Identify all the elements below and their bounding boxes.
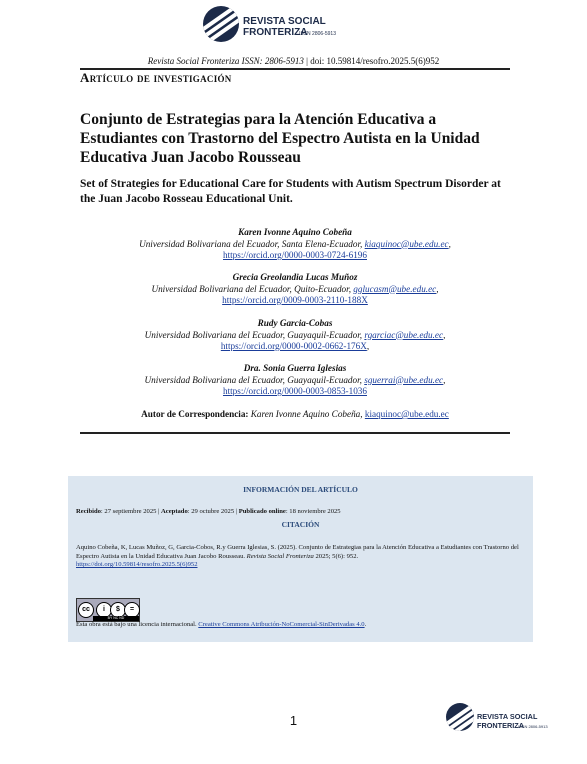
punctuation: ,: [366, 341, 370, 351]
published-label: Publicado online: [238, 508, 286, 515]
author-affiliation: Universidad Bolivariana del Ecuador, Quito-Ecuador,: [151, 283, 354, 294]
author-name: Grecia Greolandia Lucas Muñoz: [232, 272, 358, 282]
article-info-heading: INFORMACIÓN DEL ARTÍCULO: [243, 485, 358, 494]
journal-issn: Revista Social Fronteriza ISSN: 2806-5913: [147, 56, 304, 66]
author-block: [80, 227, 510, 262]
logo-issn: ISSN 2806-5913: [299, 31, 336, 37]
author-name: Dra. Sonia Guerra Iglesias: [243, 363, 347, 373]
article-title-en: Set of Strategies for Educational Care for Students with Autism Spectrum Disorder at the Juan Jacobo Rosseau Educational Unit.: [80, 178, 501, 205]
license-line: [76, 621, 531, 628]
author-orcid-link[interactable]: https://orcid.org/0000-0003-0853-1036: [222, 386, 367, 396]
author-orcid-link[interactable]: https://orcid.org/0000-0003-0724-6196: [222, 250, 367, 260]
page-number: 1: [289, 713, 298, 728]
section-rule: [80, 432, 510, 434]
article-doi: | doi: 10.59814/resofro.2025.5(6)952: [303, 56, 440, 66]
received-label: Recibido: [76, 508, 101, 515]
cc-icon: cc: [78, 602, 94, 618]
author-affiliation: Universidad Bolivariana del Ecuador, Guayaquil-Ecuador,: [144, 329, 365, 340]
correspondence-email-link[interactable]: kiaquinoc@ube.edu.ec: [364, 409, 449, 419]
citation-body: Aquino Cobeña, K, Lucas Muñoz, G, Garcia-Cobos, R.y Guerra Iglesias, S. (2025). Conjunto de Estrategias para la Atención Educativa a Estudiantes con Trastorno del Espectro Autista en la Unidad Educativa Juan Jacobo Rousseau.: [76, 544, 519, 560]
author-block: [80, 363, 510, 398]
nc-icon: $: [110, 602, 126, 618]
citation-text: [76, 544, 526, 570]
author-affiliation: Universidad Bolivariana del Ecuador, Santa Elena-Ecuador,: [139, 238, 365, 249]
journal-citation-line: [0, 56, 587, 66]
cc-license-badge[interactable]: [76, 598, 140, 622]
article-dates: [76, 508, 531, 515]
accepted-date: : 29 octubre 2025 |: [187, 508, 239, 515]
citation-heading: CITACIÓN: [281, 520, 320, 529]
author-orcid-link[interactable]: https://orcid.org/0000-0002-0662-176X: [220, 341, 367, 351]
logo-title: REVISTA SOCIAL FRONTERIZA: [477, 712, 538, 730]
by-icon: i: [96, 602, 112, 618]
journal-logo-top: [203, 4, 383, 44]
logo-title: REVISTA SOCIAL FRONTERIZA: [243, 16, 326, 38]
nd-icon: =: [124, 602, 140, 618]
citation-volume: 2025; 5(6): 952.: [313, 552, 359, 560]
logo-issn: ISSN 2806-5913: [518, 724, 548, 729]
punctuation: ,: [443, 329, 446, 340]
punctuation: ,: [436, 283, 439, 294]
accepted-label: Aceptado: [161, 508, 188, 515]
globe-icon: [446, 703, 474, 731]
citation-doi-link[interactable]: https://doi.org/10.59814/resofro.2025.5(6)952: [76, 561, 198, 569]
article-info-box: [68, 476, 533, 642]
author-email-link[interactable]: sguerrai@ube.edu.ec: [364, 374, 444, 385]
license-text: Esta obra está bajo una licencia internacional.: [76, 621, 199, 628]
article-type: Artículo de investigación: [80, 70, 232, 85]
article-title-es: Conjunto de Estrategias para la Atención Educativa a Estudiantes con Trastorno del Espectro Autista en la Unidad Educativa Juan Jacobo Rousseau: [80, 111, 480, 166]
correspondence-name: Karen Ivonne Aquino Cobeña,: [248, 409, 365, 419]
author-affiliation: Universidad Bolivariana del Ecuador, Guayaquil-Ecuador,: [144, 374, 365, 385]
author-block: [80, 272, 510, 307]
punctuation: ,: [443, 374, 446, 385]
license-link[interactable]: Creative Commons Atribución-NoComercial-SinDerivadas 4.0: [198, 621, 365, 628]
author-orcid-link[interactable]: https://orcid.org/0009-0003-2110-188X: [222, 295, 368, 305]
punctuation: .: [364, 621, 367, 628]
author-block: [80, 318, 510, 353]
author-email-link[interactable]: kiaquinoc@ube.edu.ec: [364, 238, 449, 249]
author-name: Karen Ivonne Aquino Cobeña: [238, 227, 352, 237]
published-date: : 18 noviembre 2025: [285, 508, 341, 515]
received-date: : 27 septiembre 2025 |: [100, 508, 162, 515]
journal-logo-bottom: [446, 703, 581, 733]
correspondence-label: Autor de Correspondencia:: [141, 409, 249, 419]
correspondence-line: [80, 409, 510, 419]
globe-icon: [203, 6, 239, 42]
author-email-link[interactable]: gglucasm@ube.edu.ec: [353, 283, 437, 294]
author-name: Rudy Garcia-Cobas: [257, 318, 333, 328]
author-email-link[interactable]: rgarciac@ube.edu.ec: [364, 329, 444, 340]
citation-journal: Revista Social Fronteriza: [246, 552, 314, 560]
cc-badge-label: BY NC ND: [93, 616, 139, 621]
punctuation: ,: [448, 238, 451, 249]
